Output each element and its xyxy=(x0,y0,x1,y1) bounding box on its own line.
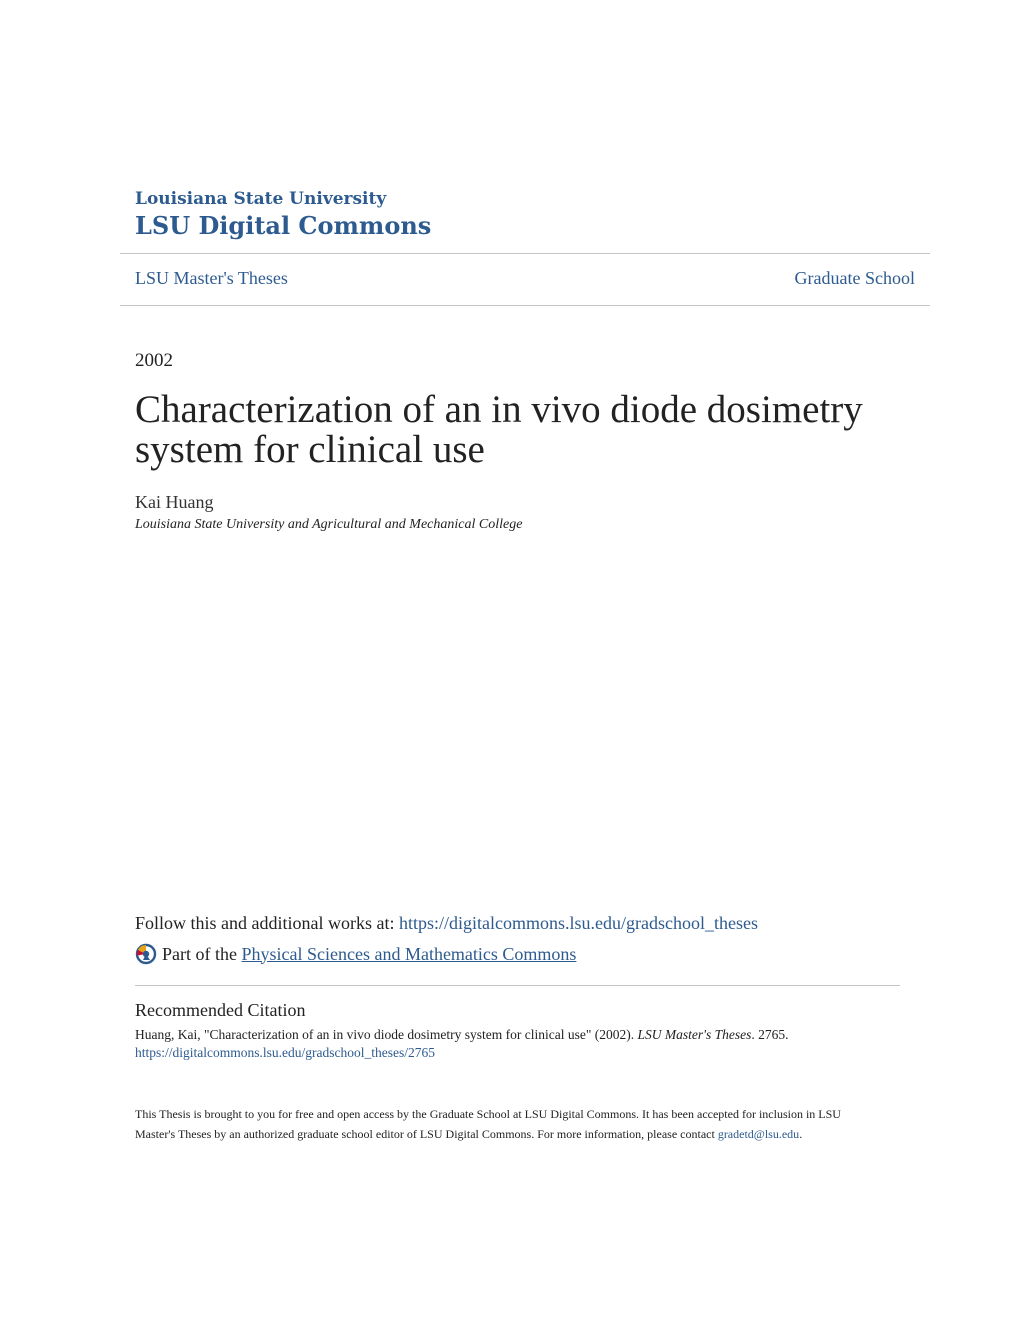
part-of-prefix: Part of the xyxy=(162,943,237,964)
school-link[interactable]: Graduate School xyxy=(794,268,915,288)
nav-divider xyxy=(120,305,930,306)
citation-divider xyxy=(135,985,900,986)
publication-year: 2002 xyxy=(135,350,173,371)
contact-email-link[interactable]: gradetd@lsu.edu xyxy=(717,1127,800,1141)
author-name: Kai Huang xyxy=(135,492,214,512)
citation-url-link[interactable]: https://digitalcommons.lsu.edu/gradschool_theses/2765 xyxy=(135,1045,435,1060)
author-affiliation: Louisiana State University and Agricultural and Mechanical College xyxy=(135,517,523,532)
paper-title: Characterization of an in vivo diode dosimetry system for clinical use xyxy=(135,388,863,471)
follow-url-link[interactable]: https://digitalcommons.lsu.edu/gradschool_theses xyxy=(398,913,758,933)
citation-block xyxy=(135,1026,895,1062)
citation-heading: Recommended Citation xyxy=(135,1000,306,1020)
access-statement-end: . xyxy=(799,1127,803,1141)
site-header xyxy=(135,189,431,241)
university-link[interactable]: Louisiana State University xyxy=(135,189,387,209)
citation-series: LSU Master's Theses xyxy=(637,1027,752,1042)
commons-discipline-link[interactable]: Physical Sciences and Mathematics Commons xyxy=(241,943,577,964)
citation-number: . 2765. xyxy=(751,1027,789,1042)
citation-text: Huang, Kai, "Characterization of an in vivo diode dosimetry system for clinical use" (2002). xyxy=(135,1027,638,1042)
network-commons-icon xyxy=(135,943,157,965)
follow-line xyxy=(135,913,758,934)
access-statement-text: This Thesis is brought to you for free and open access by the Graduate School at LSU Digital Commons. It has been accepted for inclusion in LSU Master's Theses by an authorized graduate school editor of LSU Digital Commons. For more information, please contact xyxy=(135,1107,841,1141)
access-statement xyxy=(135,1104,880,1144)
series-link[interactable]: LSU Master's Theses xyxy=(135,268,288,288)
top-divider xyxy=(120,253,930,254)
part-of-line xyxy=(135,943,576,965)
follow-prefix: Follow this and additional works at: xyxy=(135,913,399,933)
repository-link[interactable]: LSU Digital Commons xyxy=(135,211,432,240)
